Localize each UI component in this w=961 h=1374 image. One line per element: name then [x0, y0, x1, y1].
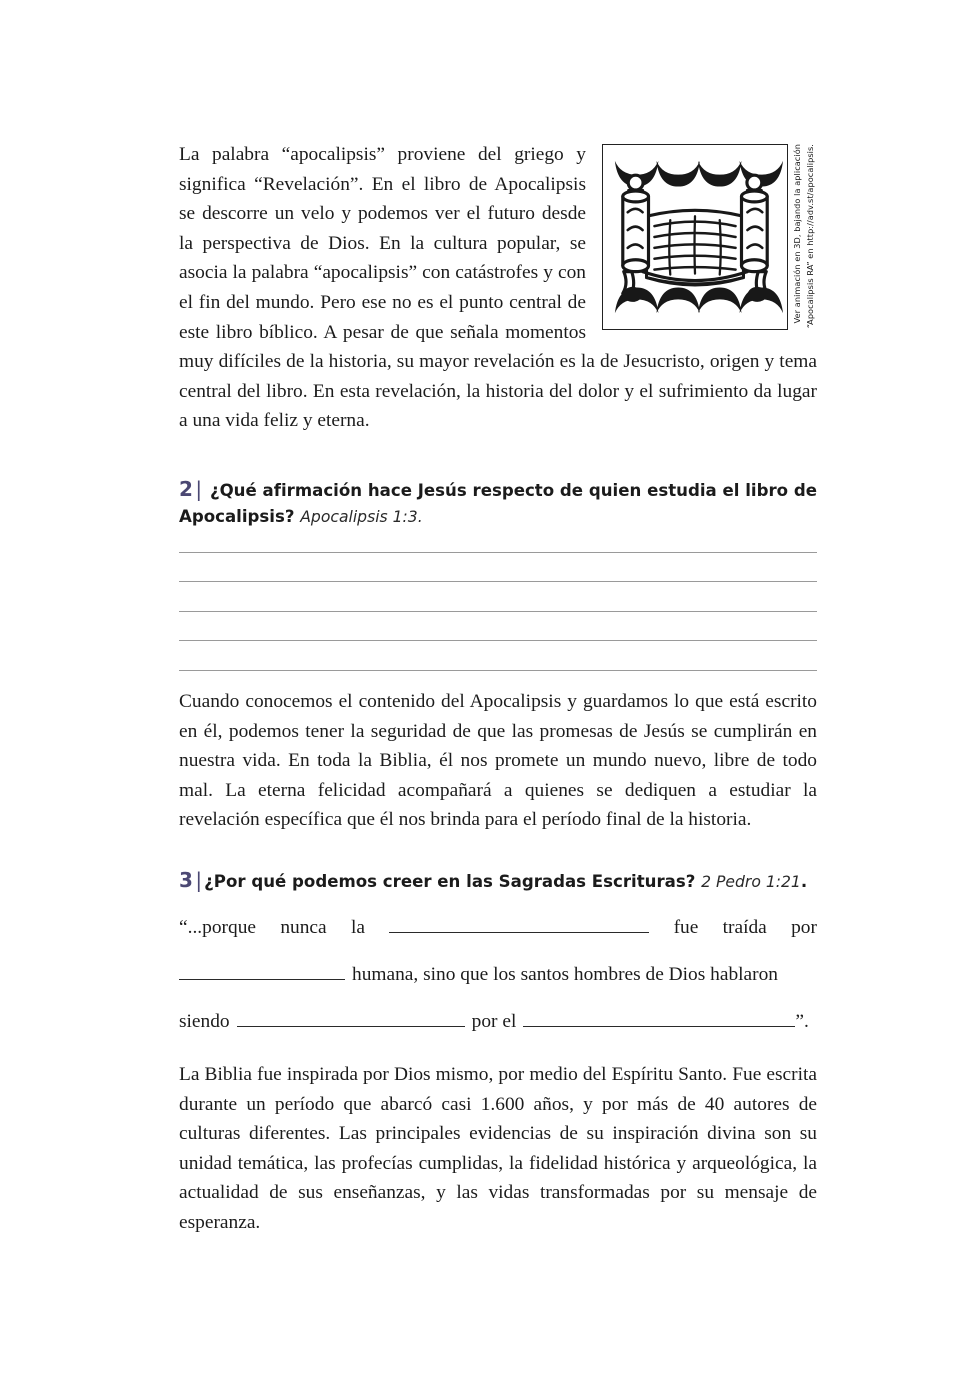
verse-blank-2[interactable]: [179, 962, 345, 980]
verse-word-siendo: siendo: [179, 1010, 230, 1032]
answer-line-gap: [179, 641, 817, 670]
spacer: [179, 987, 817, 1009]
verse-blank-4[interactable]: [523, 1009, 795, 1027]
paragraph-2: Cuando conocemos el contenido del Apocalipsis y guardamos lo que está escrito en él, podemos tener la seguridad de que las promesas de Jesús se cumplirán en nuestra vida. En toda la Biblia, él nos promete un mundo nuevo, libre de todo mal. La eterna felicidad acompañará a quienes se dediquen a estudiar la revelación específica que él nos brinda para el período final de la historia.: [179, 690, 817, 831]
question-2-text: ¿Qué afirmación hace Jesús respecto de quien estudia el libro de Apocalipsis?: [179, 480, 817, 526]
verse-text-humana: humana, sino que los santos hombres de Dios hablaron: [352, 963, 778, 985]
question-3-heading: [179, 867, 817, 895]
verse-line-3: [179, 1009, 817, 1034]
figure-caption-line-1: Ver animación en 3D, bajando la aplicación: [792, 144, 802, 324]
verse-word-nunca: nunca: [280, 916, 327, 938]
question-2-reference: Apocalipsis 1:3.: [300, 507, 423, 526]
answer-line-gap: [179, 612, 817, 641]
verse-word-por: por: [791, 916, 817, 938]
verse-word-porel: por el: [471, 1010, 517, 1032]
question-3-separator: |: [195, 867, 203, 892]
answer-line-gap: [179, 582, 817, 611]
figure-with-caption: [602, 144, 817, 330]
intro-section: [179, 140, 817, 436]
question-3-reference: 2 Pedro 1:21: [701, 872, 801, 891]
question-2-heading: [179, 476, 817, 530]
figure-caption-vertical: [791, 144, 819, 330]
spacer: [179, 895, 817, 915]
verse-blank-1[interactable]: [389, 915, 649, 933]
question-2-number: 2: [179, 476, 194, 501]
figure-caption-line-2: “Apocalipsis RA” en http://adv.st/apocalipsis.: [805, 144, 815, 329]
verse-closing-quote: ”.: [795, 1010, 809, 1032]
verse-word-traida: traída: [722, 916, 767, 938]
torah-scroll-illustration: [602, 144, 788, 330]
spacer: [179, 835, 817, 867]
page-content: [179, 140, 817, 1237]
question-2-answer-area[interactable]: [179, 552, 817, 671]
spacer: [179, 671, 817, 687]
spacer: [179, 940, 817, 962]
paragraph-3: La Biblia fue inspirada por Dios mismo, por medio del Espíritu Santo. Fue escrita durante un período que abarcó casi 1.600 años, y por más de 40 autores de culturas diferentes. Las principales evidencias de su inspiración divina son su unidad temática, las profecías cumplidas, la fidelidad histórica y arqueológica, la actualidad de sus enseñanzas, y las vidas transformadas por su mensaje de esperanza.: [179, 1063, 817, 1233]
answer-line-gap: [179, 553, 817, 582]
verse-word-porque: “...porque: [179, 916, 256, 938]
verse-line-1: [179, 915, 817, 940]
spacer: [179, 530, 817, 552]
intro-paragraph: La palabra “apocalipsis” proviene del griego y significa “Revelación”. En el libro de Apocalipsis se descorre un velo y podemos ver el futuro desde la perspectiva de Dios. En la cultura popular, se asocia la palabra “apocalipsis” con catástrofes y con el fin del mundo. Pero ese no es el punto central de este libro bíblico. A pesar de que señala momentos muy difíciles de la historia, su mayor revelación es la de Jesucristo, origen y tema central del libro. En esta revelación, la historia del dolor y el sufrimiento da lugar a una vida feliz y eterna.: [179, 144, 817, 432]
question-3-reference-period: .: [800, 871, 808, 891]
question-3-text: ¿Por qué podemos creer en las Sagradas Escrituras?: [204, 871, 696, 891]
verse-blank-3[interactable]: [237, 1009, 465, 1027]
verse-word-la: la: [350, 916, 365, 938]
spacer: [179, 1034, 817, 1060]
question-3-number: 3: [179, 867, 194, 892]
spacer: [179, 436, 817, 476]
verse-fill-in-block: [179, 915, 817, 1034]
verse-line-2: [179, 962, 817, 987]
question-2-separator: |: [195, 476, 203, 501]
verse-word-fue: fue: [673, 916, 699, 938]
